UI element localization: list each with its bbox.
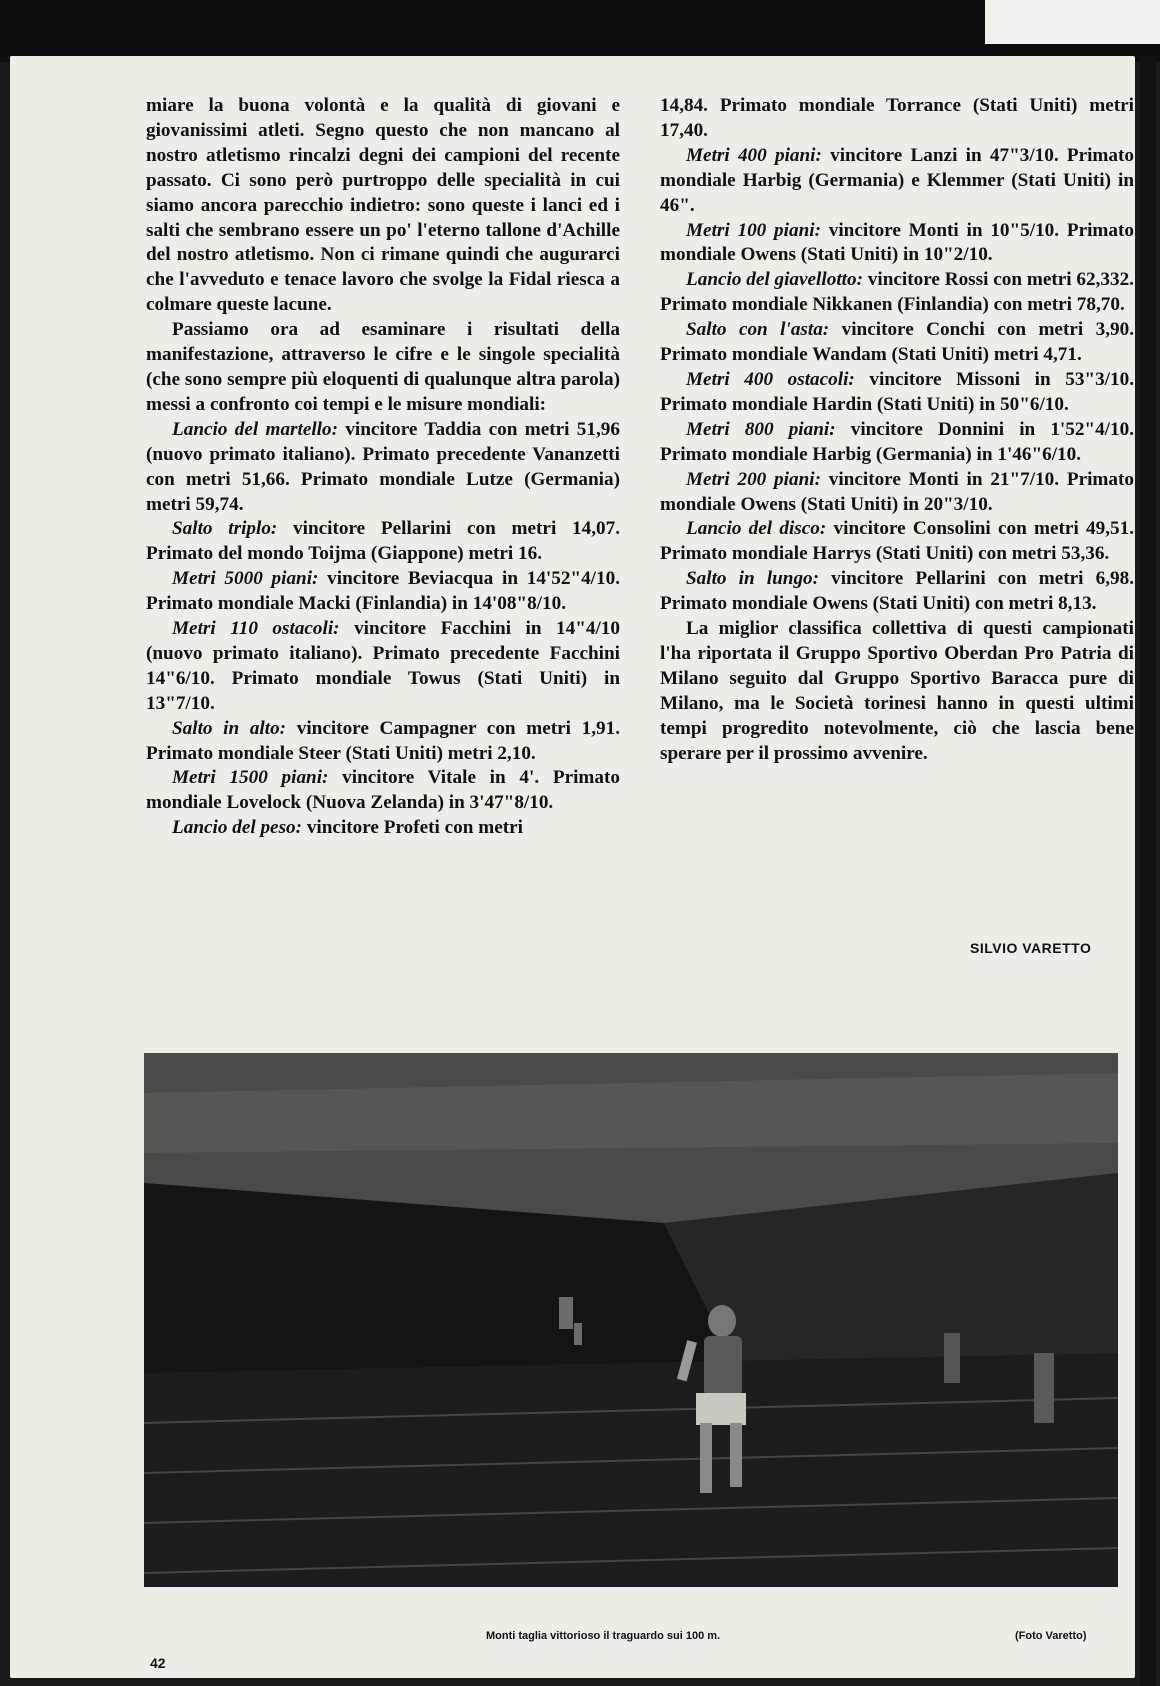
paragraph-text: Passiamo ora ad esaminare i risultati della manifestazione, attraverso le cifre e le singole specialità (che sono sempre più eloquenti di qualunque altra parola) messi a confronto coi tempi e le misure mondiali: — [146, 319, 620, 415]
event-name: Lancio del peso: — [172, 817, 303, 839]
paragraph — [660, 144, 1134, 219]
paragraph-text: vincitore Campagner con metri 1,91. Primato mondiale Steer (Stati Uniti) metri 2,10. — [146, 717, 621, 764]
paragraph — [660, 517, 1134, 567]
photo-monti-finish — [144, 1053, 1118, 1587]
photo-caption: Monti taglia vittorioso il traguardo sui 100 m. — [486, 1630, 721, 1642]
paragraph — [146, 94, 620, 318]
paragraph-text: 14,84. Primato mondiale Torrance (Stati Uniti) metri 17,40. — [660, 95, 1134, 141]
paragraph-text: vincitore Facchini in 14"4/10 (nuovo primato italiano). Primato precedente Facchini 14"6/10. Primato mondiale Towus (Stati Uniti) in 13"7/10. — [146, 618, 620, 714]
paragraph — [146, 717, 620, 767]
paragraph-text: vincitore Vitale in 4'. Primato mondiale Lovelock (Nuova Zelanda) in 3'47"8/10. — [146, 767, 620, 814]
paragraph-text: vincitore Profeti con metri — [302, 817, 523, 839]
event-name: Metri 100 piani: — [686, 219, 821, 241]
paragraph — [146, 617, 620, 717]
paragraph-text: miare la buona volontà e la qualità di giovani e giovanissimi atleti. Segno questo che non mancano al nostro atletismo rincalzi degni dei campioni del recente passato. Ci sono però purtroppo delle specialità in cui siamo ancora parecchio indietro: sono queste i lanci ed i salti che sembrano essere un po' l'eterno tallone d'Achille del nostro atletismo. Non ci rimane quindi che augurarci che l'avveduto e tenace lavoro che svolge la Fidal riesca a colmare queste lacune. — [146, 95, 620, 316]
paragraph-text: vincitore Lanzi in 47"3/10. Primato mondiale Harbig (Germania) e Klemmer (Stati Uniti) in 46". — [660, 144, 1134, 216]
paragraph — [146, 517, 620, 567]
paragraph-text: vincitore Pellarini con metri 14,07. Primato del mondo Toijma (Giappone) metri 16. — [146, 518, 620, 565]
paragraph-text: vincitore Monti in 21"7/10. Primato mondiale Owens (Stati Uniti) in 20"3/10. — [660, 468, 1134, 515]
event-name: Metri 1500 piani: — [172, 767, 329, 789]
photo-credit: (Foto Varetto) — [1015, 1630, 1087, 1642]
scan-corner — [985, 0, 1160, 44]
paragraph — [146, 567, 620, 617]
paragraph — [660, 617, 1134, 766]
paragraph-text: vincitore Monti in 10"5/10. Primato mondiale Owens (Stati Uniti) in 10"2/10. — [660, 219, 1134, 266]
paragraph-text: vincitore Pellarini con metri 6,98. Primato mondiale Owens (Stati Uniti) con metri 8,13. — [660, 568, 1134, 615]
event-name: Lancio del giavellotto: — [686, 269, 863, 291]
page-number: 42 — [150, 1655, 166, 1671]
event-name: Metri 800 piani: — [686, 418, 836, 440]
paragraph-text: vincitore Missoni in 53"3/10. Primato mondiale Hardin (Stati Uniti) in 50"6/10. — [660, 368, 1134, 415]
paragraph — [660, 219, 1134, 269]
paragraph-text: vincitore Beviacqua in 14'52"4/10. Primato mondiale Macki (Finlandia) in 14'08"8/10. — [146, 568, 620, 615]
event-name: Salto in lungo: — [686, 568, 820, 590]
paragraph-text: La miglior classifica collettiva di questi campionati l'ha riportata il Gruppo Sportivo Oberdan Pro Patria di Milano seguito dal Gruppo Sportivo Baracca pure di Milano, ma le Società torinesi hanno in questi ultimi tempi progredito notevolmente, ciò che lascia bene sperare per il prossimo avvenire. — [660, 618, 1134, 764]
paragraph — [146, 766, 620, 816]
paragraph-text: vincitore Consolini con metri 49,51. Primato mondiale Harrys (Stati Uniti) con metri 53,36. — [660, 518, 1134, 565]
event-name: Metri 200 piani: — [686, 468, 821, 490]
event-name: Salto in alto: — [172, 717, 287, 739]
left-column — [146, 94, 620, 841]
event-name: Metri 400 piani: — [686, 144, 822, 166]
paragraph — [660, 94, 1134, 144]
photo-image — [144, 1053, 1118, 1587]
paragraph — [146, 816, 620, 841]
event-name: Salto con l'asta: — [686, 319, 830, 341]
paragraph — [660, 418, 1134, 468]
event-name: Salto triplo: — [172, 518, 278, 540]
paragraph — [660, 567, 1134, 617]
right-column — [660, 94, 1134, 766]
paragraph — [660, 268, 1134, 318]
event-name: Lancio del martello: — [172, 418, 338, 440]
event-name: Metri 110 ostacoli: — [172, 618, 340, 640]
author-signature: SILVIO VARETTO — [970, 940, 1092, 956]
paragraph — [660, 318, 1134, 368]
paragraph-text: vincitore Rossi con metri 62,332. Primato mondiale Nikkanen (Finlandia) con metri 78,70. — [660, 269, 1134, 316]
scan-border-right — [1140, 56, 1156, 1686]
event-name: Metri 5000 piani: — [172, 568, 319, 590]
event-name: Metri 400 ostacoli: — [686, 368, 855, 390]
paragraph — [660, 468, 1134, 518]
paragraph-text: vincitore Conchi con metri 3,90. Primato mondiale Wandam (Stati Uniti) metri 4,71. — [660, 319, 1134, 366]
paragraph-text: vincitore Donnini in 1'52"4/10. Primato mondiale Harbig (Germania) in 1'46"6/10. — [660, 418, 1134, 465]
paragraph — [660, 368, 1134, 418]
event-name: Lancio del disco: — [686, 518, 827, 540]
paragraph — [146, 318, 620, 418]
paragraph — [146, 418, 620, 518]
paragraph-text: vincitore Taddia con metri 51,96 (nuovo primato italiano). Primato precedente Vananzetti con metri 51,66. Primato mondiale Lutze (Germania) metri 59,74. — [146, 418, 620, 515]
